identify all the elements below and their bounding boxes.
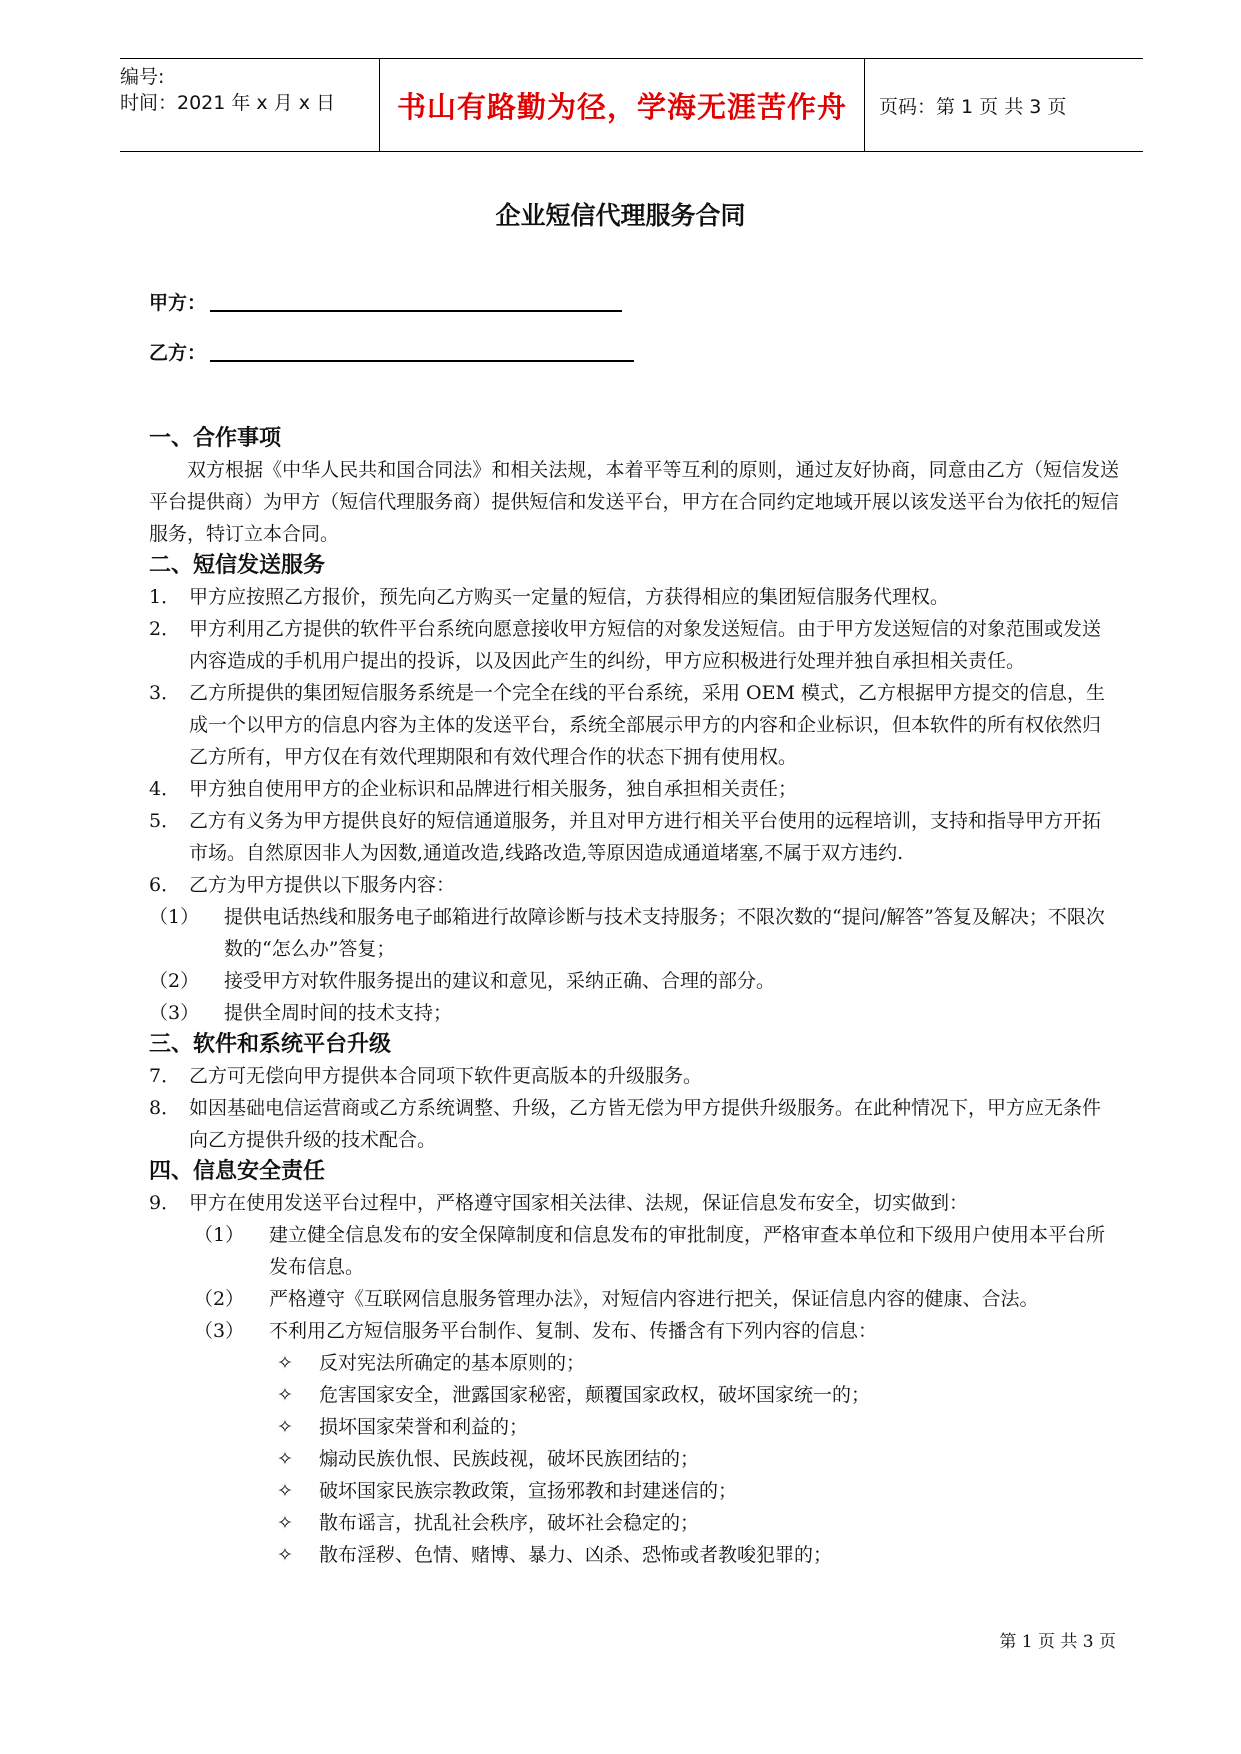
bullet-text: 反对宪法所确定的基本原则的； — [319, 1352, 586, 1374]
bullet-item — [149, 1475, 1119, 1507]
bullet-text: 危害国家安全，泄露国家秘密，颠覆国家政权，破坏国家统一的； — [319, 1384, 871, 1406]
clause-item — [149, 805, 1119, 869]
contract-body — [149, 423, 1119, 1571]
sub-clause-text: 接受甲方对软件服务提出的建议和意见，采纳正确、合理的部分。 — [224, 970, 776, 992]
sub-clause-text: 建立健全信息发布的安全保障制度和信息发布的审批制度，严格审查本单位和下级用户使用本平台所发布信息。 — [269, 1224, 1106, 1278]
bullet-item — [149, 1379, 1119, 1411]
clause-item — [149, 1092, 1119, 1156]
sub-clause — [149, 1219, 1119, 1283]
header-page-label: 页码：第 1 页 共 3 页 — [879, 95, 1067, 118]
clause-number: 8． — [149, 1097, 181, 1119]
sub-clause — [149, 901, 1119, 965]
section-heading: 四、信息安全责任 — [149, 1159, 326, 1184]
header-left — [120, 59, 380, 151]
party-b-blank-line — [210, 360, 634, 362]
sub-clause — [149, 1283, 1119, 1315]
bullet-star-icon: ✧ — [277, 1384, 293, 1406]
sub-clause-number: （2） — [194, 1288, 245, 1310]
page-footer: 第 1 页 共 3 页 — [999, 1632, 1116, 1652]
party-b — [149, 338, 634, 365]
clause-number: 1． — [149, 586, 181, 608]
clause-number: 7． — [149, 1065, 181, 1087]
clause-item — [149, 1060, 1119, 1092]
clause-item — [149, 677, 1119, 773]
bullet-star-icon: ✧ — [277, 1512, 293, 1534]
section-heading: 二、短信发送服务 — [149, 553, 326, 578]
sub-clause-number: （1） — [149, 906, 200, 928]
clause-text: 甲方在使用发送平台过程中，严格遵守国家相关法律、法规，保证信息发布安全，切实做到： — [189, 1192, 969, 1214]
time-label: 时间：2021 年 x 月 x 日 — [120, 92, 336, 114]
clause-item — [149, 1187, 1119, 1219]
bullet-text: 煽动民族仇恨、民族歧视，破坏民族团结的； — [319, 1448, 700, 1470]
clause-text: 甲方独自使用甲方的企业标识和品牌进行相关服务，独自承担相关责任； — [189, 778, 798, 800]
sub-clause-text: 不利用乙方短信服务平台制作、复制、发布、传播含有下列内容的信息： — [269, 1320, 878, 1342]
clause-item — [149, 773, 1119, 805]
sub-clause-text: 提供全周时间的技术支持； — [224, 1002, 453, 1024]
sub-clause-number: （1） — [194, 1224, 245, 1246]
bullet-star-icon: ✧ — [277, 1448, 293, 1470]
bullet-item — [149, 1539, 1119, 1571]
clause-number: 5． — [149, 810, 181, 832]
document-title: 企业短信代理服务合同 — [495, 201, 746, 230]
clause-text: 甲方利用乙方提供的软件平台系统向愿意接收甲方短信的对象发送短信。由于甲方发送短信的对象范围或发送内容造成的手机用户提出的投诉，以及因此产生的纠纷，甲方应积极进行处理并独自承担相关责任。 — [189, 618, 1102, 672]
bullet-star-icon: ✧ — [277, 1352, 293, 1374]
clause-number: 2． — [149, 618, 181, 640]
bullet-text: 破坏国家民族宗教政策，宣扬邪教和封建迷信的； — [319, 1480, 738, 1502]
number-label: 编号: — [120, 66, 165, 88]
clause-text: 如因基础电信运营商或乙方系统调整、升级，乙方皆无偿为甲方提供升级服务。在此种情况下，甲方应无条件向乙方提供升级的技术配合。 — [189, 1097, 1102, 1151]
party-b-label: 乙方： — [149, 342, 207, 364]
section-paragraph: 双方根据《中华人民共和国合同法》和相关法规，本着平等互利的原则，通过友好协商，同意由乙方（短信发送平台提供商）为甲方（短信代理服务商）提供短信和发送平台，甲方在合同约定地域开展以该发送平台为依托的短信服务，特订立本合同。 — [149, 459, 1119, 545]
clause-number: 4． — [149, 778, 181, 800]
clause-item — [149, 581, 1119, 613]
bullet-text: 散布淫秽、色情、赌博、暴力、凶杀、恐怖或者教唆犯罪的； — [319, 1544, 833, 1566]
bullet-star-icon: ✧ — [277, 1416, 293, 1438]
bullet-text: 损坏国家荣誉和利益的； — [319, 1416, 529, 1438]
party-a-blank-line — [210, 310, 622, 312]
sub-clause-number: （3） — [194, 1320, 245, 1342]
sub-clause-number: （2） — [149, 970, 200, 992]
bullet-item — [149, 1411, 1119, 1443]
clause-number: 3． — [149, 682, 181, 704]
bullet-item — [149, 1507, 1119, 1539]
bullet-star-icon: ✧ — [277, 1480, 293, 1502]
clause-item — [149, 613, 1119, 677]
clause-text: 乙方可无偿向甲方提供本合同项下软件更高版本的升级服务。 — [189, 1065, 703, 1087]
page-header — [120, 58, 1143, 152]
clause-item — [149, 869, 1119, 901]
section-heading: 三、软件和系统平台升级 — [149, 1032, 392, 1057]
clause-number: 9． — [149, 1192, 181, 1214]
clause-number: 6． — [149, 874, 181, 896]
sub-clause-text: 严格遵守《互联网信息服务管理办法》，对短信内容进行把关，保证信息内容的健康、合法。 — [269, 1288, 1039, 1310]
clause-text: 乙方有义务为甲方提供良好的短信通道服务，并且对甲方进行相关平台使用的远程培训，支持和指导甲方开拓市场。自然原因非人为因数,通道改造,线路改造,等原因造成通道堵塞,不属于双方违约. — [189, 810, 1102, 864]
bullet-item — [149, 1443, 1119, 1475]
bullet-text: 散布谣言，扰乱社会秩序，破坏社会稳定的； — [319, 1512, 700, 1534]
sub-clause — [149, 997, 1119, 1029]
clause-text: 甲方应按照乙方报价，预先向乙方购买一定量的短信，方获得相应的集团短信服务代理权。 — [189, 586, 950, 608]
sub-clause — [149, 1315, 1119, 1347]
section-heading: 一、合作事项 — [149, 426, 282, 451]
clause-text: 乙方所提供的集团短信服务系统是一个完全在线的平台系统，采用 OEM 模式，乙方根据甲方提交的信息，生成一个以甲方的信息内容为主体的发送平台，系统全部展示甲方的内容和企业标识，但本软件的所有权依然归乙方所有，甲方仅在有效代理期限和有效代理合作的状态下拥有使用权。 — [189, 682, 1105, 768]
bullet-star-icon: ✧ — [277, 1544, 293, 1566]
party-a-label: 甲方： — [149, 292, 207, 314]
sub-clause-number: （3） — [149, 1002, 200, 1024]
clause-text: 乙方为甲方提供以下服务内容： — [189, 874, 456, 896]
bullet-item — [149, 1347, 1119, 1379]
header-motto: 书山有路勤为径，学海无涯苦作舟 — [380, 59, 865, 151]
party-a — [149, 288, 622, 315]
sub-clause-text: 提供电话热线和服务电子邮箱进行故障诊断与技术支持服务；不限次数的“提问/解答”答复及解决；不限次数的“怎么办”答复； — [224, 906, 1105, 960]
sub-clause — [149, 965, 1119, 997]
